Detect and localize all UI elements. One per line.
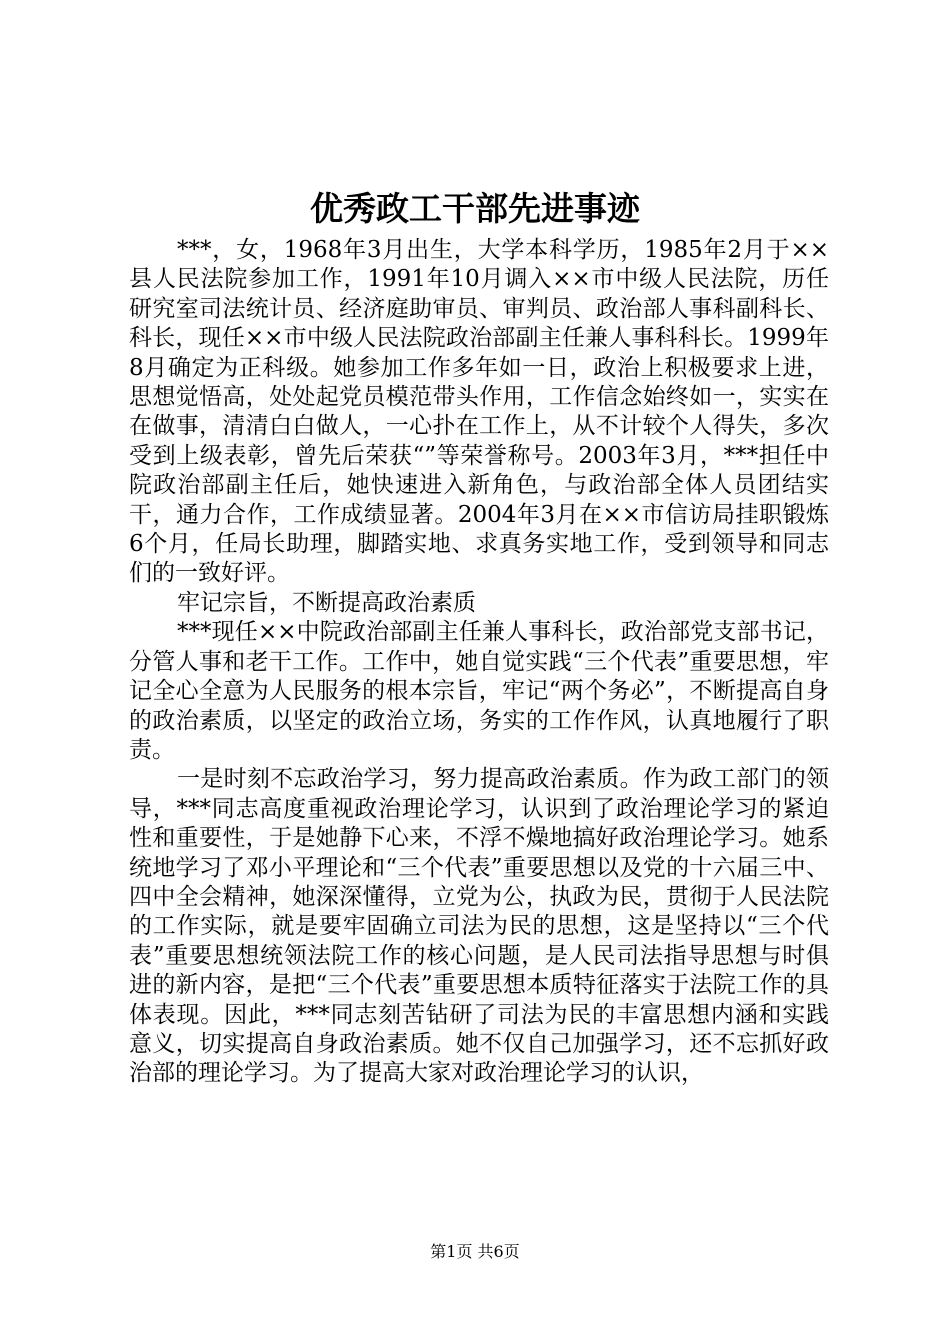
section-heading: 牢记宗旨，不断提高政治素质 (177, 589, 476, 616)
document-title: 优秀政工干部先进事迹 (310, 189, 640, 228)
paragraph-position: ***现任××中院政治部副主任兼人事科长，政治部党支部书记，分管人事和老干工作。工作中，她自觉实践“三个代表”重要思想，牢记全心全意为人民服务的根本宗旨，牢记“两个务必”，不断提高自身的政治素质，以坚定的政治立场，务实的工作作风，认真地履行了职责。 (129, 619, 829, 763)
page-number: 第1页 共6页 (430, 1242, 520, 1261)
paragraph-political-study: 一是时刻不忘政治学习，努力提高政治素质。作为政工部门的领导，***同志高度重视政治理论学习，认识到了政治理论学习的紧迫性和重要性，于是她静下心来，不浮不燥地搞好政治理论学习。她系统地学习了邓小平理论和“三个代表”重要思想以及党的十六届三中、四中全会精神，她深深懂得，立党为公，执政为民，贯彻于人民法院的工作实际，就是要牢固确立司法为民的思想，这是坚持以“三个代表”重要思想统领法院工作的核心问题，是人民司法指导思想与时俱进的新内容，是把“三个代表”重要思想本质特征落实于法院工作的具体表现。因此，***同志刻苦钻研了司法为民的丰富思想内涵和实践意义，切实提高自身政治素质。她不仅自己加强学习，还不忘抓好政治部的理论学习。为了提高大家对政治理论学习的认识， (129, 766, 829, 1087)
document-body (129, 236, 829, 1089)
paragraph-profile: ***，女，1968年3月出生，大学本科学历，1985年2月于××县人民法院参加工作，1991年10月调入××市中级人民法院，历任研究室司法统计员、经济庭助审员、审判员、政治部人事科副科长、科长，现任××市中级人民法院政治部副主任兼人事科科长。1999年8月确定为正科级。她参加工作多年如一日，政治上积极要求上进，思想觉悟高，处处起党员模范带头作用，工作信念始终如一，实实在在做事，清清白白做人，一心扑在工作上，从不计较个人得失，多次受到上级表彰，曾先后荣获“”等荣誉称号。2003年3月，***担任中院政治部副主任后，她快速进入新角色，与政治部全体人员团结实干，通力合作，工作成绩显著。2004年3月在××市信访局挂职锻炼6个月，任局长助理，脚踏实地、求真务实地工作，受到领导和同志们的一致好评。 (129, 237, 829, 587)
